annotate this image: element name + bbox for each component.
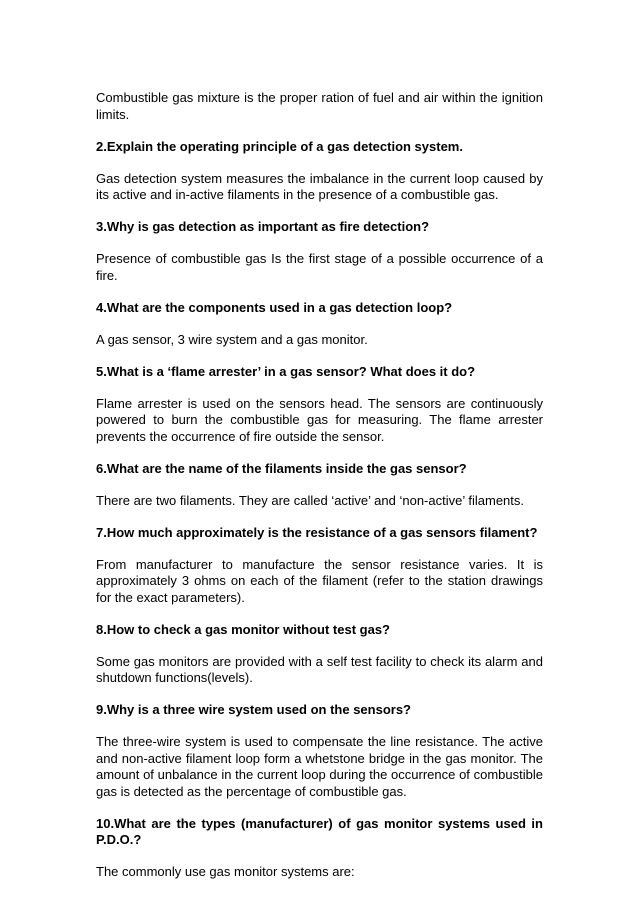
question-4: 4.What are the components used in a gas detection loop? xyxy=(96,299,453,315)
answer-5: Flame arrester is used on the sensors head. The sensors are continuously powered to burn the combustible gas for measuring. The flame arrester prevents the occurrence of fire outside the sensor. xyxy=(96,395,543,444)
answer-6: There are two filaments. They are called ‘active’ and ‘non-active’ filaments. xyxy=(96,492,524,508)
answer-10: The commonly use gas monitor systems are: xyxy=(96,864,355,879)
answer-8: Some gas monitors are provided with a self test facility to check its alarm and shutdown functions(levels). xyxy=(96,653,543,685)
answer-7: From manufacturer to manufacture the sensor resistance varies. It is approximately 3 ohms on each of the filament (refer to the station drawings for the exact parameters). xyxy=(96,556,543,605)
answer-4: A gas sensor, 3 wire system and a gas monitor. xyxy=(96,331,368,347)
question-10: 10.What are the types (manufacturer) of gas monitor systems used in P.D.O.? xyxy=(96,815,543,847)
question-5: 5.What is a ‘flame arrester’ in a gas sensor? What does it do? xyxy=(96,363,476,379)
question-8: 8.How to check a gas monitor without test gas? xyxy=(96,621,390,637)
answer-2: Gas detection system measures the imbalance in the current loop caused by its active and in-active filaments in the presence of a combustible gas. xyxy=(96,170,543,202)
document-page xyxy=(96,90,543,896)
question-9: 9.Why is a three wire system used on the sensors? xyxy=(96,702,411,717)
answer-9: The three-wire system is used to compensate the line resistance. The active and non-active filament loop form a whetstone bridge in the gas monitor. The amount of unbalance in the current loop during the occurrence of combustible gas is detected as the percentage of combustible gas. xyxy=(96,734,543,799)
answer-1-continued: Combustible gas mixture is the proper ration of fuel and air within the ignition limits. xyxy=(96,90,543,122)
question-6: 6.What are the name of the filaments inside the gas sensor? xyxy=(96,460,467,476)
question-7: 7.How much approximately is the resistance of a gas sensors filament? xyxy=(96,524,538,540)
answer-3: Presence of combustible gas Is the first stage of a possible occurrence of a fire. xyxy=(96,251,543,283)
question-3: 3.Why is gas detection as important as fire detection? xyxy=(96,219,430,234)
question-2: 2.Explain the operating principle of a gas detection system. xyxy=(96,138,463,154)
